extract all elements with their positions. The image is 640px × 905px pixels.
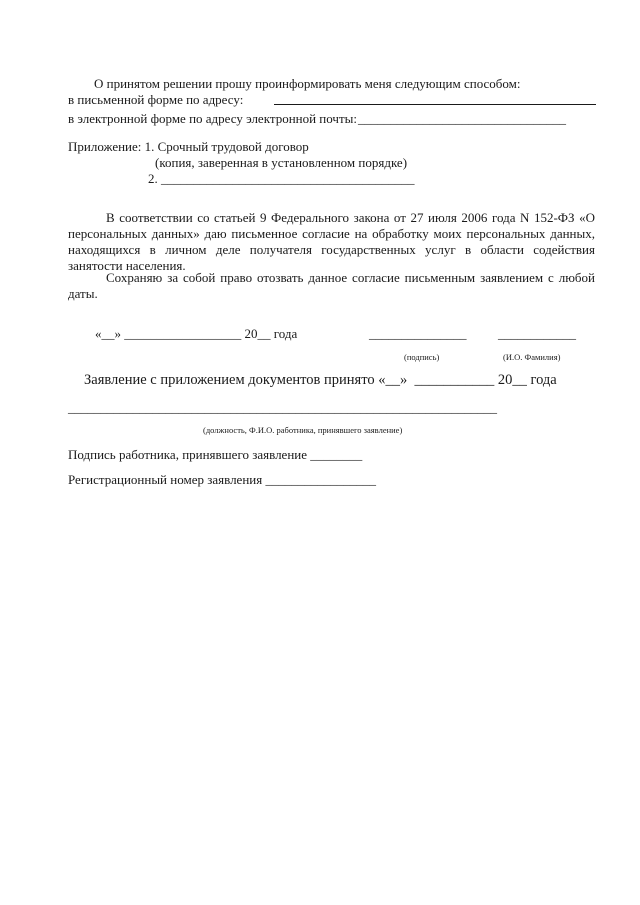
- email-address-label: в электронной форме по адресу электронной почты:: [68, 111, 357, 126]
- signature-caption: (подпись): [404, 352, 440, 362]
- attachment-second[interactable]: 2. _______________________________________: [148, 171, 415, 186]
- attachment-label: Приложение: 1. Срочный трудовой договор: [68, 139, 309, 154]
- worker-signature-line[interactable]: Подпись работника, принявшего заявление ________: [68, 447, 363, 462]
- acceptance-statement: Заявление с приложением документов принято «__» ___________ 20__ года: [84, 372, 557, 388]
- consent-paragraph-1: В соответствии со статьей 9 Федерального закона от 27 июля 2006 года N 152-ФЗ «О персональных данных» даю письменное согласие на обработку моих персональных данных, находящихся в личном деле получателя государственных услуг в области содействия занятости населения.: [68, 210, 595, 273]
- applicant-name-blank[interactable]: ____________: [498, 326, 576, 341]
- applicant-date-line[interactable]: «__» __________________ 20__ года: [95, 326, 298, 341]
- attachment-note: (копия, заверенная в установленном порядке): [155, 155, 408, 170]
- notify-heading: О принятом решении прошу проинформировать меня следующим способом:: [94, 76, 521, 91]
- acceptance-official-blank[interactable]: __________________________________________________________________: [68, 400, 497, 415]
- registration-number-line[interactable]: Регистрационный номер заявления _________________: [68, 472, 376, 487]
- postal-address-blank[interactable]: [274, 104, 596, 105]
- applicant-signature-blank[interactable]: _______________: [369, 326, 467, 341]
- email-address-blank[interactable]: ________________________________: [358, 111, 566, 126]
- consent-paragraph-2: Сохраняю за собой право отозвать данное согласие письменным заявлением с любой даты.: [68, 270, 595, 301]
- acceptance-caption: (должность, Ф.И.О. работника, принявшего заявление): [203, 425, 403, 435]
- name-caption: (И.О. Фамилия): [503, 352, 561, 362]
- postal-address-label: в письменной форме по адресу:: [68, 92, 244, 107]
